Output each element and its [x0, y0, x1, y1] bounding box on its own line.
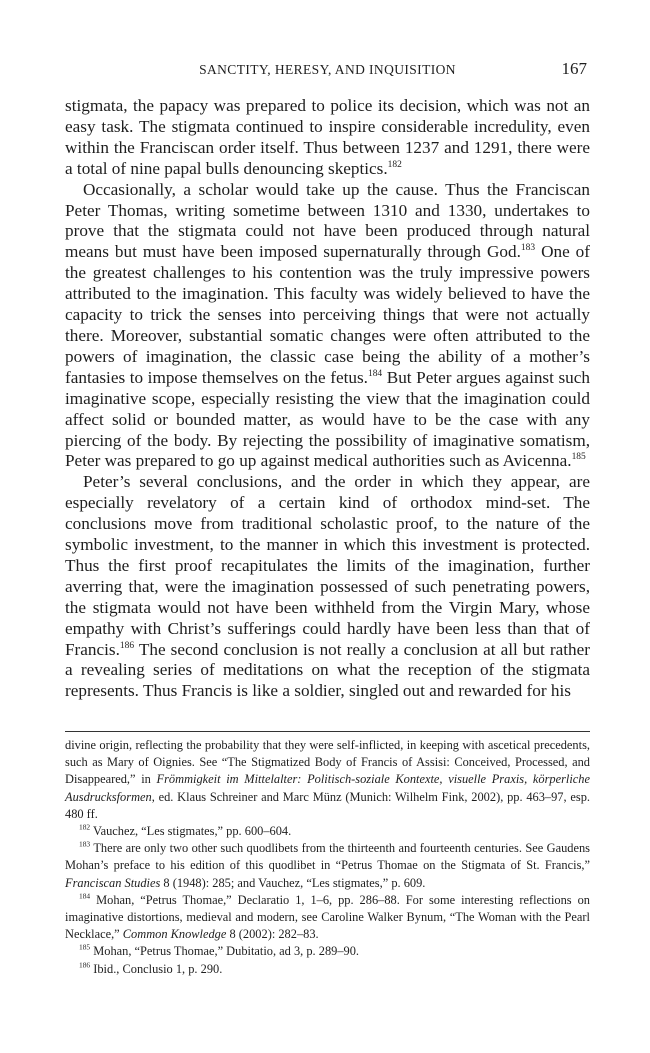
running-head: SANCTITY, HERESY, AND INQUISITION — [199, 62, 456, 77]
page-number: 167 — [561, 59, 587, 78]
main-text — [65, 96, 590, 702]
paragraph — [65, 96, 590, 180]
footnote-183 — [65, 840, 590, 892]
footnote-text: 8 (1948): 285; and Vauchez, “Les stigmates,” p. 609. — [160, 875, 426, 890]
footnote-184 — [65, 892, 590, 944]
footnotes — [65, 737, 590, 978]
paragraph — [65, 180, 590, 473]
footnote-ref: 186 — [119, 640, 135, 651]
footnote-divider — [65, 731, 590, 732]
footnote-186 — [65, 961, 590, 978]
footnote-182 — [65, 823, 590, 840]
footnote-text: Mohan, “Petrus Thomae,” Declaratio 1, 1–6, pp. 286–88. For some interesting reflections on imaginative distortions, medieval and modern, see Caroline Walker Bynum, “The Woman with the Pearl Necklace,” — [65, 892, 590, 942]
footnote-text: There are only two other such quodlibets from the thirteenth and fourteenth centuries. See Gaudens Mohan’s preface to his edition of this quodlibet in “Petrus Thomae on the Stigmata of St. Francis,” — [65, 841, 590, 873]
footnote-text: divine origin, reflecting the probability that they were self-inflicted, in keeping with ascetical precedents, such as Mary of Oignies. See “The Stigmatized Body of Francis of Assisi: Conceived, Processed, and Disappeared,” in — [65, 738, 590, 787]
footnote-ref: 185 — [571, 452, 586, 463]
footnote-number: 184 — [79, 891, 91, 901]
footnote-title: Common Knowledge — [122, 927, 227, 942]
footnote-185 — [65, 943, 590, 960]
footnote-text: Ibid., Conclusio 1, p. 290. — [90, 961, 223, 976]
footnote-ref: 183 — [520, 243, 536, 254]
footnote-continued — [65, 737, 590, 823]
footnote-number: 182 — [79, 822, 91, 832]
paragraph-text: Occasionally, a scholar would take up the cause. Thus the Franciscan Peter Thomas, writing sometime between 1310 and 1330, undertakes to prove that the stigmata could not have been produced through natural means but must have been imposed supernaturally through God. — [65, 179, 590, 262]
footnote-text: Vauchez, “Les stigmates,” pp. 600–604. — [90, 824, 292, 839]
footnote-number: 183 — [79, 839, 91, 849]
footnote-title: Frömmigkeit im Mittelalter: Politisch-soziale Kontexte, visuelle Praxis, körperliche Ausdrucksformen — [65, 772, 590, 804]
paragraph-text: Peter’s several conclusions, and the order in which they appear, are especially revelatory of a certain kind of orthodox mind-set. The conclusions move from traditional scholastic proof, to the nature of the symbolic investment, to the manner in which this investment is protected. Thus the first proof recapitulates the limits of the imagination, further averring that, were the imagination possessed of such penetrating powers, the stigmata would not have been withheld from the Virgin Mary, whose empathy with Christ’s sufferings could hardly have been less than that of Francis. — [65, 472, 590, 659]
footnote-ref: 184 — [367, 368, 383, 379]
paragraph-text: One of the greatest challenges to his contention was the truly impressive powers attributed to the imagination. This faculty was widely believed to have the capacity to trick the senses into perceiving things that were not actually there. Moreover, substantial somatic changes were often attributed to the powers of imagination, the classic case being the ability of a mother’s fantasies to impose themselves on the fetus. — [65, 242, 590, 387]
page-header — [65, 61, 590, 81]
footnote-text: Mohan, “Petrus Thomae,” Dubitatio, ad 3, p. 289–90. — [90, 944, 360, 959]
paragraph-text: stigmata, the papacy was prepared to police its decision, which was not an easy task. The stigmata continued to inspire considerable incredulity, even within the Franciscan order itself. Thus between 1237 and 1291, there were a total of nine papal bulls denouncing skeptics. — [65, 96, 590, 178]
paragraph-text: The second conclusion is not really a conclusion at all but rather a revealing series of meditations on what the reception of the stigmata represents. Thus Francis is like a soldier, singled out and rewarded for his — [65, 639, 590, 701]
paragraph-text: But Peter argues against such imaginative scope, especially resisting the view that the imagination could affect solid or bounded matter, as would have to be the case with any piercing of the body. By rejecting the possibility of imaginative somatism, Peter was prepared to go up against medical authorities such as Avicenna. — [65, 367, 590, 471]
footnote-title: Franciscan Studies — [65, 875, 161, 890]
footnote-ref: 182 — [387, 159, 402, 170]
footnote-number: 185 — [79, 942, 91, 952]
paragraph — [65, 472, 590, 702]
footnote-number: 186 — [79, 960, 91, 970]
footnote-text: 8 (2002): 282–83. — [226, 927, 319, 942]
footnote-text: , ed. Klaus Schreiner and Marc Münz (Munich: Wilhelm Fink, 2002), pp. 463–97, esp. 480 ff. — [65, 789, 590, 821]
